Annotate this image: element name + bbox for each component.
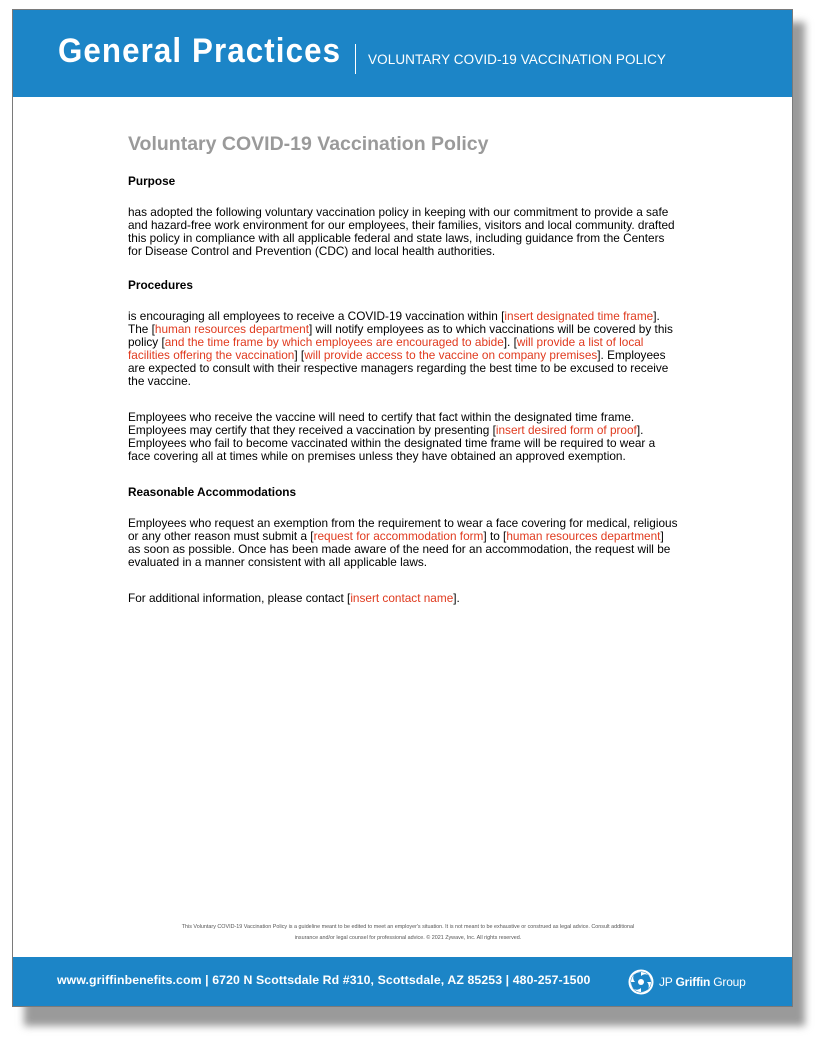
placeholder-proof-form: insert desired form of proof	[495, 423, 637, 437]
company-logo	[628, 969, 746, 995]
text-run: ].	[453, 591, 460, 605]
griffin-swirl-logo-icon	[628, 969, 654, 995]
placeholder-time-frame: insert designated time frame	[504, 309, 654, 323]
accommodations-paragraph-1	[128, 517, 678, 569]
text-run: Employees who request an exemption from the requirement to wear a face covering for medical, religious or any other reason must submit a [	[128, 516, 678, 543]
header-subtitle: VOLUNTARY COVID-19 VACCINATION POLICY	[368, 52, 667, 67]
document-page	[12, 9, 793, 1007]
placeholder-encouraged-time-frame: and the time frame by which employees are encouraged to abide	[164, 335, 504, 349]
text-run: ]. [	[503, 335, 517, 349]
text-run: is encouraging all employees to receive a COVID-19 vaccination within [	[128, 309, 505, 323]
document-title: Voluntary COVID-19 Vaccination Policy	[128, 133, 489, 155]
procedures-paragraph-1	[128, 310, 678, 388]
disclaimer	[123, 922, 693, 944]
placeholder-contact-name: insert contact name	[350, 591, 454, 605]
text-run: ] to [	[483, 529, 507, 543]
text-run: ]. Employees who fail to become vaccinated within the designated time frame will be required to wear a face covering all at times while on premises unless they have obtained an approved exemption.	[128, 423, 656, 463]
purpose-heading: Purpose	[128, 174, 176, 188]
footer-contact-info: www.griffinbenefits.com | 6720 N Scottsdale Rd #310, Scottsdale, AZ 85253 | 480-257-1500	[57, 973, 591, 987]
text-run: ] [	[294, 348, 305, 362]
placeholder-local-facilities: will provide a list of local facilities offering the vaccination	[128, 335, 644, 362]
placeholder-hr-department: human resources department	[506, 529, 661, 543]
footer-banner	[13, 957, 792, 1006]
header-banner	[13, 10, 792, 97]
placeholder-accommodation-form: request for accommodation form	[313, 529, 484, 543]
logo-suffix: Group	[710, 975, 746, 989]
logo-bold: Griffin	[675, 975, 711, 989]
header-divider	[355, 44, 356, 74]
contact-paragraph	[128, 592, 678, 605]
text-run: ] as soon as possible. Once has been made aware of the need for an accommodation, the request will be evaluated in a manner consistent with all applicable laws.	[128, 529, 671, 569]
text-run: ]. Employees are expected to consult with their respective managers regarding the best time to be excused to receive the vaccine.	[128, 348, 669, 388]
placeholder-company-premises: will provide access to the vaccine on company premises	[304, 348, 598, 362]
procedures-heading: Procedures	[128, 278, 193, 292]
text-run: ]. The [	[128, 309, 660, 336]
document-body	[128, 132, 678, 626]
disclaimer-line-2: insurance and/or legal counsel for professional advice. © 2021 Zywave, Inc. All rights reserved.	[294, 935, 522, 941]
placeholder-hr-department: human resources department	[154, 322, 309, 336]
purpose-paragraph: has adopted the following voluntary vaccination policy in keeping with our commitment to provide a safe and hazard-free work environment for our employees, their families, visitors and local community. drafted this policy in compliance with all applicable federal and state laws, including guidance from the Centers for Disease Control and Prevention (CDC) and local health authorities.	[128, 205, 675, 258]
header-title: General Practices	[58, 32, 342, 70]
logo-wordmark	[659, 975, 746, 989]
text-run: ] will notify employees as to which vaccinations will be covered by this policy [	[128, 322, 673, 349]
disclaimer-line-1: This Voluntary COVID-19 Vaccination Policy is a guideline meant to be edited to meet an employer's situation. It is not meant to be exhaustive or construed as legal advice. Consult additional	[181, 924, 635, 930]
accommodations-heading: Reasonable Accommodations	[128, 485, 297, 499]
logo-prefix: JP	[659, 975, 676, 989]
text-run: For additional information, please contact [	[128, 591, 351, 605]
procedures-paragraph-2	[128, 411, 678, 463]
text-run: Employees who receive the vaccine will need to certify that fact within the designated time frame. Employees may certify that they received a vaccination by presenting [	[128, 410, 635, 437]
